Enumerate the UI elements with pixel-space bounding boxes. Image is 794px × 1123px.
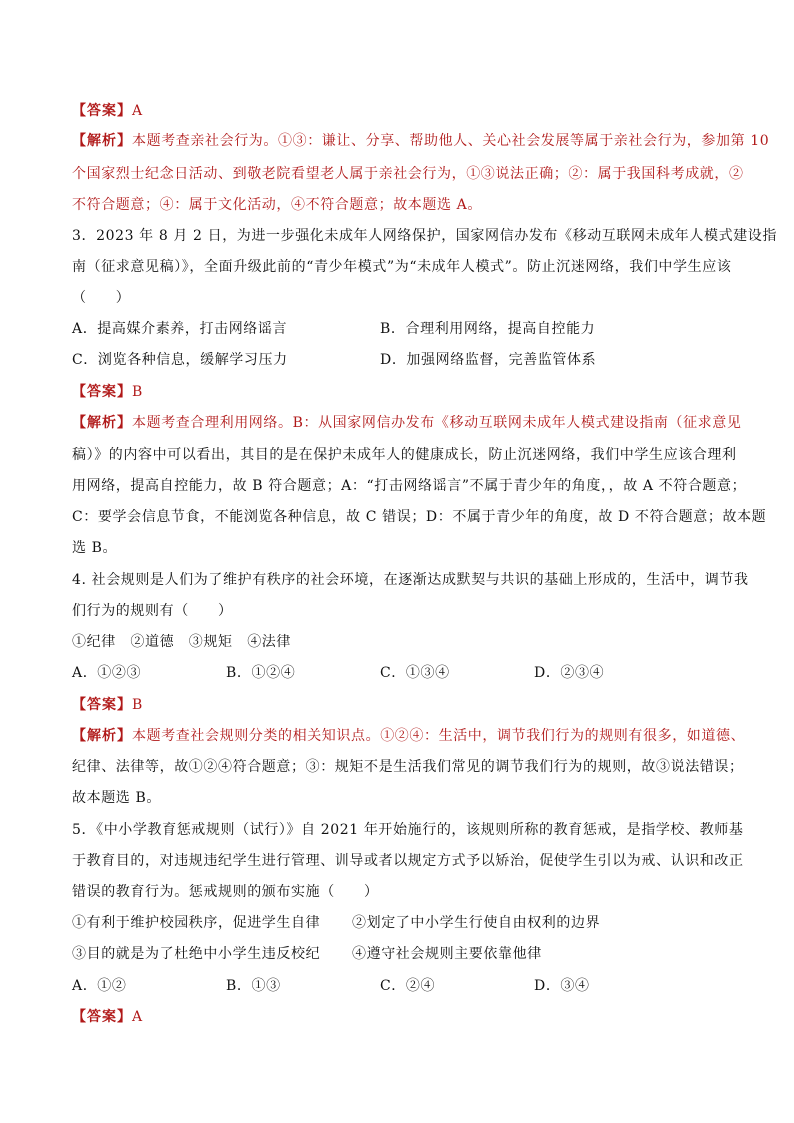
q4-stem-line-2: 们行为的规则有（ ） bbox=[72, 603, 233, 619]
q3-option-d: D．加强网络监督，完善监管体系 bbox=[380, 352, 597, 368]
q2-answer-line bbox=[72, 102, 143, 120]
answer-tag: 【答案】 bbox=[72, 103, 132, 119]
q3-analysis-line-2: 稿）》的内容中可以看出，其目的是在保护未成年人的健康成长，防止沉迷网络，我们中学生应该合理利 bbox=[72, 447, 737, 463]
q3-answer-line bbox=[72, 383, 143, 401]
q3-option-b: B．合理利用网络，提高自控能力 bbox=[380, 321, 596, 337]
q3-option-c: C．浏览各种信息，缓解学习压力 bbox=[72, 352, 288, 368]
q3-analysis-line-3: 用网络，提高自控能力，故 B 符合题意；A：“打击网络谣言”不属于青少年的角度，，故 A 不符合题意； bbox=[72, 478, 747, 494]
answer-tag: 【答案】 bbox=[72, 384, 132, 400]
q5-item-2: ②划定了中小学生行使自由权利的边界 bbox=[352, 915, 601, 931]
analysis-tag: 【解析】 bbox=[72, 133, 132, 149]
q3-option-a: A．提高媒介素养，打击网络谣言 bbox=[72, 321, 288, 337]
q5-answer: A bbox=[132, 1009, 143, 1025]
answer-tag: 【答案】 bbox=[72, 1009, 132, 1025]
q4-items: ①纪律 ②道德 ③规矩 ④法律 bbox=[72, 634, 291, 650]
q5-item-4: ④遵守社会规则主要依靠他律 bbox=[352, 946, 542, 962]
q5-item-3: ③目的就是为了杜绝中小学生违反校纪 bbox=[72, 946, 321, 962]
q2-analysis-line-2: 个国家烈士纪念日活动、到敬老院看望老人属于亲社会行为，①③说法正确；②：属于我国科考成就，② bbox=[72, 166, 744, 182]
q5-option-c: C．②④ bbox=[380, 978, 436, 994]
q3-stem-line-1: 3．2023 年 8 月 2 日，为进一步强化未成年人网络保护，国家网信办发布《移动互联网未成年人模式建设指 bbox=[72, 228, 777, 244]
q4-option-c: C．①③④ bbox=[380, 665, 450, 681]
q3-stem-line-3: （ ） bbox=[72, 290, 131, 306]
q4-answer-line bbox=[72, 696, 143, 714]
q5-stem-line-3: 错误的教育行为。惩戒规则的颁布实施（ ） bbox=[72, 884, 379, 900]
q3-analysis-line-5: 选 B。 bbox=[72, 540, 118, 556]
q4-option-d: D．②③④ bbox=[534, 665, 605, 681]
q5-stem-line-1: 5．《中小学教育惩戒规则（试行）》自 2021 年开始施行的，该规则所称的教育惩戒，是指学校、教师基 bbox=[72, 822, 744, 838]
q4-answer: B bbox=[132, 697, 143, 713]
q2-answer: A bbox=[132, 103, 143, 119]
q3-analysis-line-4: C：要学会信息节食，不能浏览各种信息，故 C 错误；D：不属于青少年的角度，故 D 不符合题意；故本题 bbox=[72, 509, 767, 525]
q4-analysis-line-1: 【解析】本题考查社会规则分类的相关知识点。①②④：生活中，调节我们行为的规则有很多，如道德、 bbox=[72, 728, 746, 744]
q4-analysis-line-2: 纪律、法律等，故①②④符合题意；③：规矩不是生活我们常见的调节我们行为的规则，故③说法错误； bbox=[72, 759, 744, 775]
q3-analysis-line-1: 【解析】本题考查合理利用网络。B：从国家网信办发布《移动互联网未成年人模式建设指南（征求意见 bbox=[72, 415, 742, 431]
q4-option-b: B．①②④ bbox=[226, 665, 296, 681]
q2-analysis-line-3: 不符合题意；④：属于文化活动，④不符合题意；故本题选 A。 bbox=[72, 197, 482, 213]
answer-tag: 【答案】 bbox=[72, 697, 132, 713]
q4-option-a: A．①②③ bbox=[72, 665, 142, 681]
q3-answer: B bbox=[132, 384, 143, 400]
analysis-tag: 【解析】 bbox=[72, 415, 132, 431]
analysis-tag: 【解析】 bbox=[72, 728, 132, 744]
q5-item-1: ①有利于维护校园秩序，促进学生自律 bbox=[72, 915, 321, 931]
q4-stem-line-1: 4. 社会规则是人们为了维护有秩序的社会环境，在逐渐达成默契与共识的基础上形成的，生活中，调节我 bbox=[72, 572, 749, 588]
q5-option-a: A．①② bbox=[72, 978, 127, 994]
q5-stem-line-2: 于教育目的，对违规违纪学生进行管理、训导或者以规定方式予以矫治，促使学生引以为戒、认识和改正 bbox=[72, 853, 744, 869]
q3-stem-line-2: 南（征求意见稿）》，全面升级此前的“青少年模式”为“未成年人模式”。防止沉迷网络，我们中学生应该 bbox=[72, 259, 732, 275]
q5-answer-line bbox=[72, 1008, 143, 1026]
q4-analysis-line-3: 故本题选 B。 bbox=[72, 790, 161, 806]
q2-analysis-line-1: 【解析】本题考查亲社会行为。①③：谦让、分享、帮助他人、关心社会发展等属于亲社会行为，参加第 10 bbox=[72, 133, 770, 149]
q5-option-d: D．③④ bbox=[534, 978, 590, 994]
q5-option-b: B．①③ bbox=[226, 978, 281, 994]
